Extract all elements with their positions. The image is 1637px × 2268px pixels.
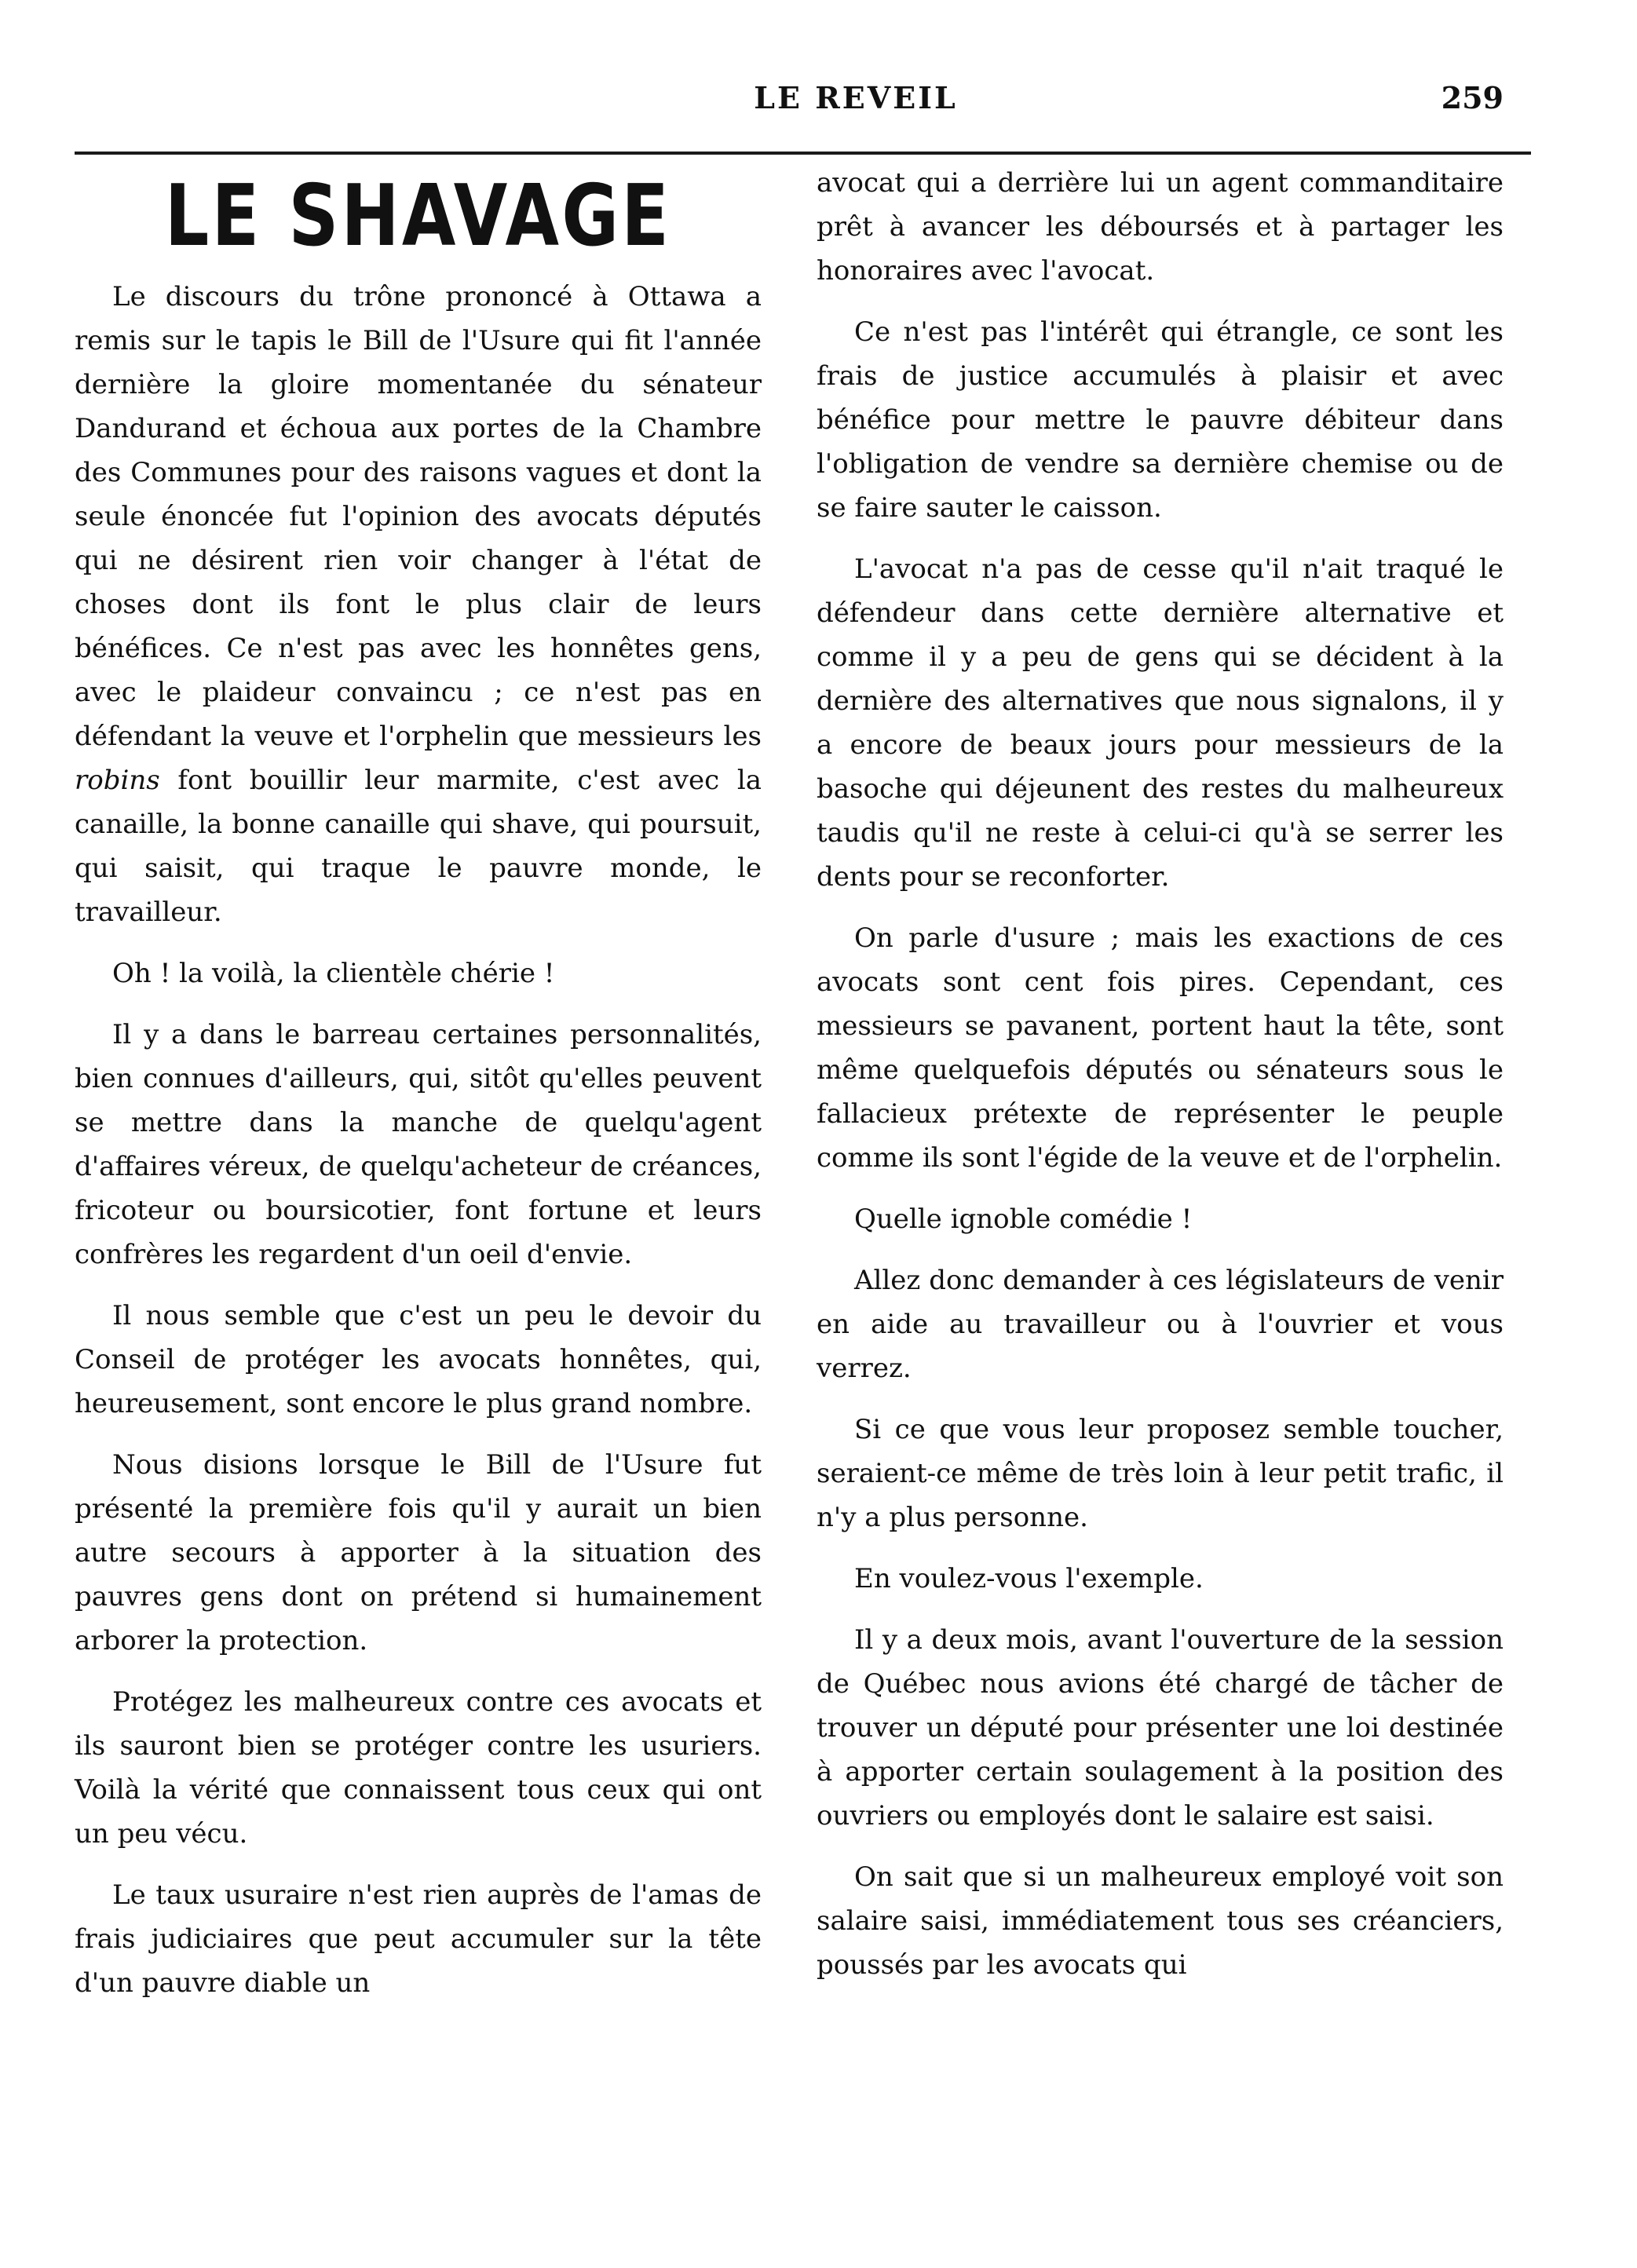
article-title: LE SHAVAGE (164, 167, 672, 265)
right-column (817, 161, 1504, 2004)
paragraph: Il y a deux mois, avant l'ouverture de la session de Québec nous avions été chargé de tâcher de trouver un député pour présenter une loi destinée à apporter certain soulagement à la position des ouvriers ou employés dont le salaire est saisi. (817, 1624, 1504, 1832)
running-header (0, 80, 1637, 127)
paragraph-text: Le discours du trône prononcé à Ottawa a remis sur le tapis le Bill de l'Usure qui fit l'année dernière la gloire momentanée du sénateur Dandurand et échoua aux portes de la Chambre des Communes pour des raisons vagues et dont la seule énoncée fut l'opinion des avocats députés qui ne désirent rien voir changer à l'état de choses dont ils font le plus clair de leurs bénéfices. Ce n'est pas avec les honnêtes gens, avec le plaideur convaincu ; ce n'est pas en défendant la veuve et l'orphelin que messieurs les (75, 281, 762, 752)
paragraph: On sait que si un malheureux employé voit son salaire saisi, immédiatement tous ses créanciers, poussés par les avocats qui (817, 1861, 1504, 1981)
paragraph: Allez donc demander à ces législateurs de venir en aide au travailleur ou à l'ouvrier et vous verrez. (817, 1265, 1504, 1384)
paragraph: Le taux usuraire n'est rien auprès de l'amas de frais judiciaires que peut accumuler sur la tête d'un pauvre diable un (75, 1879, 762, 1999)
paragraph: Nous disions lorsque le Bill de l'Usure fut présenté la première fois qu'il y aurait un bien autre secours à apporter à la situation des pauvres gens dont on prétend si humainement arborer la protection. (75, 1449, 762, 1656)
paragraph: Il y a dans le barreau certaines personnalités, bien connues d'ailleurs, qui, sitôt qu'elles peuvent se mettre dans la manche de quelqu'agent d'affaires véreux, de quelqu'acheteur de créances, fricoteur ou boursicotier, font fortune et leurs confrères les regardent d'un oeil d'envie. (75, 1019, 762, 1270)
header-rule (75, 152, 1531, 155)
paragraph: Oh ! la voilà, la clientèle chérie ! (112, 958, 555, 989)
italic-word: robins (75, 765, 160, 796)
paragraph: On parle d'usure ; mais les exactions de ces avocats sont cent fois pires. Cependant, ces messieurs se pavanent, portent haut la tête, sont même quelquefois députés ou sénateurs sous le fallacieux prétexte de représenter le peuple comme ils sont l'égide de la veuve et de l'orphelin. (817, 922, 1504, 1174)
paragraph-continued: avocat qui a derrière lui un agent commanditaire prêt à avancer les déboursés et à partager les honoraires avec l'avocat. (817, 167, 1504, 287)
paragraph-text: font bouillir leur marmite, c'est avec la canaille, la bonne canaille qui shave, qui poursuit, qui saisit, qui traque le pauvre monde, le travailleur. (75, 765, 762, 928)
paragraph: En voulez-vous l'exemple. (854, 1563, 1204, 1594)
paragraph: Si ce que vous leur proposez semble toucher, seraient-ce même de très loin à leur petit trafic, il n'y a plus personne. (817, 1414, 1504, 1533)
paragraph: Quelle ignoble comédie ! (854, 1203, 1193, 1235)
paragraph: L'avocat n'a pas de cesse qu'il n'ait traqué le défendeur dans cette dernière alternative et comme il y a peu de gens qui se décident à la dernière des alternatives que nous signalons, il y a encore de beaux jours pour messieurs de la basoche qui déjeunent des restes du malheureux taudis qu'il ne reste à celui-ci qu'à se serrer les dents pour se reconforter. (817, 553, 1504, 893)
paragraph: Il nous semble que c'est un peu le devoir du Conseil de protéger les avocats honnêtes, qui, heureusement, sont encore le plus grand nombre. (75, 1300, 762, 1419)
paragraph: Ce n'est pas l'intérêt qui étrangle, ce sont les frais de justice accumulés à plaisir et avec bénéfice pour mettre le pauvre débiteur dans l'obligation de vendre sa dernière chemise ou de se faire sauter le caisson. (817, 316, 1504, 524)
paragraph (75, 275, 762, 934)
left-column (75, 165, 762, 2005)
paragraph: Protégez les malheureux contre ces avocats et ils sauront bien se protéger contre les usuriers. Voilà la vérité que connaissent tous ceux qui ont un peu vécu. (75, 1686, 762, 1850)
journal-title: LE REVEIL (754, 80, 958, 115)
page-number: 259 (1441, 80, 1504, 115)
